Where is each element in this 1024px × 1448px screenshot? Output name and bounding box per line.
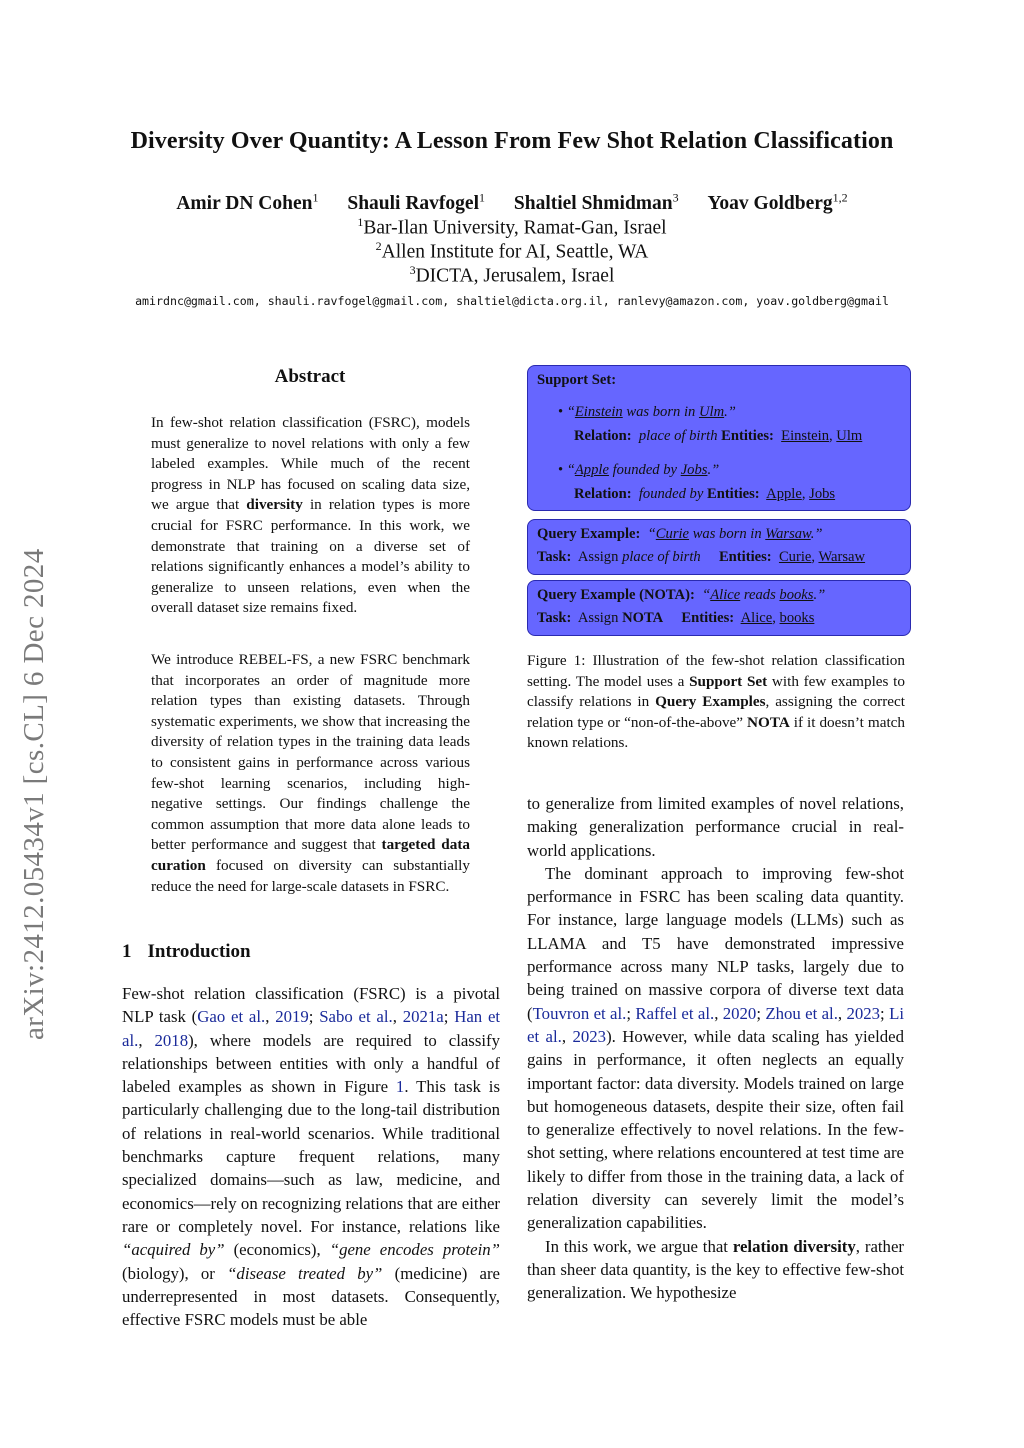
query-example-box — [527, 519, 911, 575]
support-set-box — [527, 365, 911, 511]
author: Shauli Ravfogel$^1$ — [347, 190, 485, 214]
citation-link[interactable]: Gao et al. — [197, 1007, 266, 1027]
affiliation: $^3$DICTA, Jerusalem, Israel — [409, 263, 615, 287]
author: Yoav Goldberg$^{1,2}$ — [707, 190, 848, 214]
intro-right-column — [527, 792, 904, 1305]
query-example-line: Query Example (NOTA): “Alice reads books.” — [537, 587, 826, 603]
citation-link[interactable]: Raffel et al. — [635, 1003, 715, 1023]
body-paragraph: In this work, we argue that relation diversity, rather than sheer data quantity, is the key to effective few-shot generalization. We hypothesize — [527, 1236, 904, 1303]
support-example: • “Einstein was born in Ulm.” — [558, 404, 736, 420]
query-task-line: Task: Assign NOTA Entities: Alice, books — [537, 610, 815, 626]
author: Amir DN Cohen$^1$ — [176, 190, 319, 214]
citation-link[interactable]: 2023 — [846, 1003, 881, 1023]
citation-link[interactable]: 2018 — [154, 1030, 189, 1050]
section-heading: 1 Introduction — [122, 941, 251, 962]
support-set-title: Support Set: — [537, 372, 617, 388]
citation-link[interactable]: 2021a — [402, 1007, 444, 1027]
author: Shaltiel Shmidman$^3$ — [513, 190, 679, 214]
citation-link[interactable]: Han et al. — [122, 1007, 501, 1050]
figure-caption: Figure 1: Illustration of the few-shot relation classification setting. The model uses a Support Set with few examples to classify relations in Query Examples, assigning the correct relation type or “non-of-the-above” NOTA if it doesn’t match known relations. — [527, 652, 905, 752]
citation-link[interactable]: 2020 — [722, 1003, 757, 1023]
author-list — [0, 190, 1024, 215]
citation-link[interactable]: Zhou et al. — [765, 1003, 838, 1023]
citation-link[interactable]: Sabo et al. — [319, 1007, 393, 1027]
affiliation: $^1$Bar-Ilan University, Ramat-Gan, Israel — [357, 215, 667, 239]
query-example-line: Query Example: “Curie was born in Warsaw.” — [537, 526, 823, 542]
author-emails: amirdnc@gmail.com, shauli.ravfogel@gmail.com, shaltiel@dicta.org.il, ranlevy@amazon.com, yoav.goldberg@gmail — [135, 294, 889, 308]
paper-title: Diversity Over Quantity: A Lesson From Few Shot Relation Classification — [130, 128, 894, 154]
support-example-relation: Relation: place of birth Entities: Einstein, Ulm — [574, 428, 863, 444]
figure-reference-link[interactable]: 1 — [395, 1077, 405, 1097]
query-nota-box — [527, 580, 911, 636]
abstract-paragraph: We introduce REBEL-FS, a new FSRC benchmark that incorporates an order of magnitude more relation types than existing datasets. Through systematic experiments, we show that increasing the diversity of relation types in the training data leads to consistent gains in performance across various few-shot learning scenarios, including high-negative settings. Our findings challenge the common assumption that more data alone leads to better performance and suggest that targeted data curation focused on diversity can substantially reduce the need for large-scale datasets in FSRC. — [151, 651, 470, 895]
citation-link[interactable]: Li et al. — [527, 1003, 904, 1046]
abstract-heading: Abstract — [274, 366, 346, 387]
query-task-line: Task: Assign place of birth Entities: Curie, Warsaw — [537, 549, 866, 565]
body-paragraph: The dominant approach to improving few-shot performance in FSRC has been scaling data quantity. For instance, large language models (LLMs) such as LLAMA and T5 have demonstrated impressive performance across many NLP tasks, largely due to being trained on massive corpora of diverse text data (Touvron et al.; Raffel et al., 2020; Zhou et al., 2023; Li et al., 2023). However, while data scaling has yielded gains in performance, it often neglects an equally important factor: data diversity. Models trained on large but homogeneous datasets, despite their size, often fail to generalize effectively to novel relations. In the few-shot setting, where relations encountered at test time are likely to differ from those in the training data, a lack of relation diversity can severely limit the model’s generalization capabilities. — [527, 863, 905, 1233]
affiliation: $^2$Allen Institute for AI, Seattle, WA — [375, 239, 649, 263]
support-example-relation: Relation: founded by Entities: Apple, Jobs — [574, 486, 836, 502]
arxiv-identifier: arXiv:2412.05434v1 [cs.CL] 6 Dec 2024 — [18, 548, 50, 1040]
abstract-paragraph: In few-shot relation classification (FSRC), models must generalize to novel relations with only a few labeled examples. While much of the recent progress in NLP has focused on scaling data size, we argue that diversity in relation types is more crucial for FSRC performance. In this work, we demonstrate that training on a diverse set of relations significantly enhances a model’s ability to generalize to unseen relations, even when the overall dataset size remains fixed. — [151, 414, 471, 617]
intro-paragraph: Few-shot relation classification (FSRC) is a pivotal NLP task (Gao et al., 2019; Sabo et al., 2021a; Han et al., 2018), where models are required to classify relationships between entities with only a handful of labeled examples as shown in Figure 1. This task is particularly challenging due to the long-tail distribution of relations in real-world scenarios. While traditional benchmarks capture frequent relations, many specialized domains—such as law, medicine, and economics—rely on recognizing relations that are either rare or completely novel. For instance, relations like “acquired by” (economics), “gene encodes protein” (biology), or “disease treated by” (medicine) are underrepresented in most datasets. Consequently, effective FSRC models must be able — [122, 984, 501, 1330]
citation-link[interactable]: Touvron et al. — [532, 1003, 627, 1023]
support-example: • “Apple founded by Jobs.” — [558, 462, 720, 478]
citation-link[interactable]: 2023 — [572, 1026, 607, 1046]
body-paragraph: to generalize from limited examples of novel relations, making generalization performance crucial in real-world applications. — [527, 794, 904, 860]
citation-link[interactable]: 2019 — [275, 1007, 309, 1027]
